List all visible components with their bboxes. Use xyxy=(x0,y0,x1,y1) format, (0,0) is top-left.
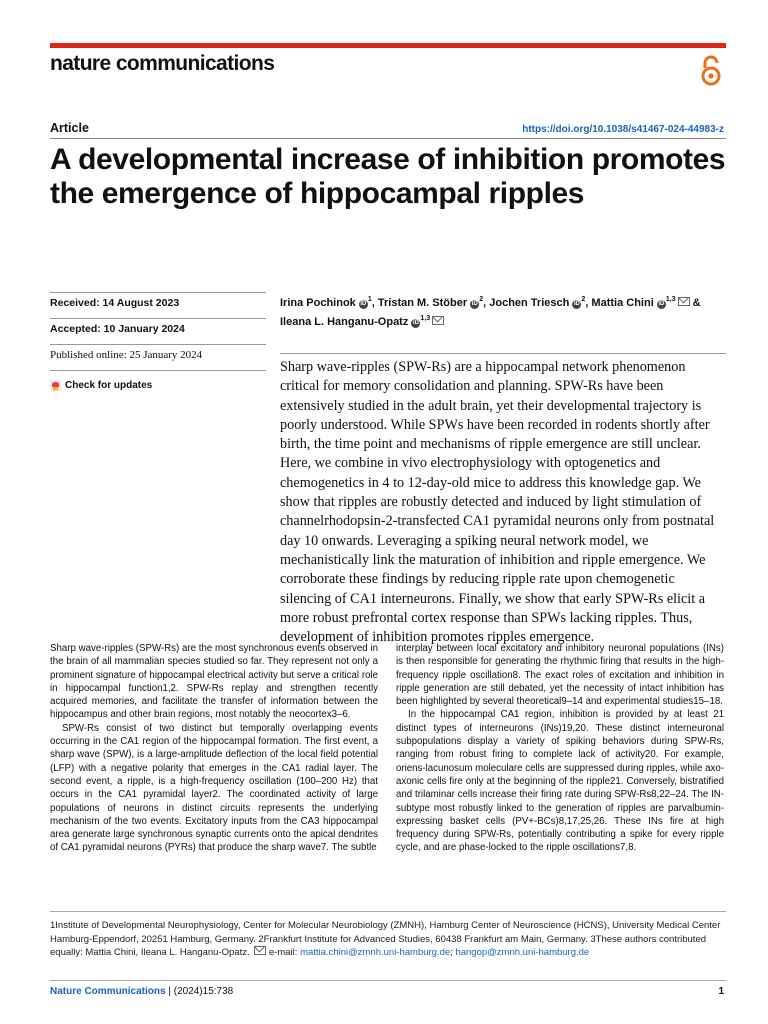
author-separator: & xyxy=(689,297,701,309)
body-paragraph: Sharp wave-ripples (SPW-Rs) are the most synchronous events observed in the brain of all mammalian species studied so far. They represent not only a prominent signature of hippocampal electrical activity but serve a critical role in hippocampal function1,2. SPW-Rs replay and strengthen recently acquired memories, and facilitate the transfer of information between the hippocampus and other brain regions, most notably the neocortex3–6. xyxy=(50,643,378,721)
article-title: A developmental increase of inhibition promotes the emergence of hippocampal ripples xyxy=(50,143,726,210)
orcid-icon[interactable]: iD xyxy=(360,301,367,307)
author-affiliation: 1,3 xyxy=(420,315,431,322)
author-affiliation: 2 xyxy=(479,296,484,303)
published-date: Published online: 25 January 2024 xyxy=(50,344,266,370)
author-list xyxy=(280,292,726,330)
abstract: Sharp wave-ripples (SPW-Rs) are a hippocampal network phenomenon critical for memory consolidation and planning. SPW-Rs have been extensively studied in the adult brain, yet their developmental trajectory is poorly understood. While SPWs have been recorded in rodents shortly after birth, the time point and mechanisms of ripple emergence are still unclear. Here, we combine in vivo electrophysiology with optogenetics and chemogenetics in 4 to 12-day-old mice to address this knowledge gap. We show that ripples are robustly detected and induced by light stimulation of channelrhodopsin-2-transfected CA1 pyramidal neurons only from postnatal day 10 onwards. Leveraging a spiking neural network model, we mechanistically link the maturation of inhibition and ripple emergence. We corroborate these findings by reducing ripple rate upon chemogenetic silencing of CA1 interneurons. Finally, we show that early SPW-Rs elicit a more robust prefrontal cortex response than SPWs lacking ripples. Thus, development of inhibition promotes ripples emergence. xyxy=(280,353,726,647)
body-paragraph: In the hippocampal CA1 region, inhibition is provided by at least 21 distinct types of interneurons (INs)19,20. These distinct interneuronal subpopulations display a variety of spiking behaviors during SPW-Rs, ranging from robust firing to complete lack of activity20. For example, oriens-lacunosum moleculare cells are suppressed during ripples, while axo-axonic cells fire only at the beginning of the ripple21. Conversely, bistratified and trilaminar cells increase their firing rate during SPW-Rs8,22–24. The IN-subtype most robustly linked to the generation of ripples are parvalbumin-expressing basket cells (PV+-BCs)8,17,25,26. These INs fire at high frequency during SPW-Rs, potentially contributing a spike for every ripple cycle, and are phase-locked to the ripple oscillations7,8. xyxy=(396,709,724,854)
header-divider xyxy=(50,138,726,139)
doi-link[interactable]: https://doi.org/10.1038/s41467-024-44983-z xyxy=(522,124,724,135)
email-link[interactable]: hangop@zmnh.uni-hamburg.de xyxy=(455,947,590,958)
footer-citation: | (2024)15:738 xyxy=(168,986,234,997)
affiliation-footnote: 1Institute of Developmental Neurophysiology, Center for Molecular Neurobiology (ZMNH), Hamburg Center of Neuroscience (HCNS), University Medical Center Hamburg-Eppendorf, 20251 Hamburg, Germany. 2Frankfurt Institute for Advanced Studies, 60438 Frankfurt am Main, Germany. 3These authors contributed equally: Mattia Chini, Ileana L. Hanganu-Opatz. e-mail: mattia.chini@zmnh.uni-hamburg.de; hangop@zmnh.uni-hamburg.de xyxy=(50,920,721,958)
page-number: 1 xyxy=(718,986,724,997)
orcid-icon[interactable]: iD xyxy=(412,320,419,326)
email-link[interactable]: mattia.chini@zmnh.uni-hamburg.de xyxy=(300,947,451,958)
author-separator: , xyxy=(585,297,592,309)
top-accent-bar xyxy=(50,43,726,48)
body-column-right xyxy=(396,642,724,855)
email-label: e-mail: xyxy=(268,947,298,958)
email-icon[interactable] xyxy=(432,316,444,325)
author-name[interactable]: Tristan M. Stöber xyxy=(377,297,468,309)
check-updates-label: Check for updates xyxy=(65,380,153,391)
email-icon[interactable] xyxy=(678,297,690,306)
author-name[interactable]: Mattia Chini xyxy=(591,297,654,309)
open-access-icon xyxy=(700,55,722,87)
orcid-icon[interactable]: iD xyxy=(573,301,580,307)
check-updates-icon xyxy=(50,380,61,391)
received-date: Received: 14 August 2023 xyxy=(50,292,266,318)
page-footer xyxy=(50,986,233,997)
email-icon xyxy=(254,946,266,955)
accepted-date: Accepted: 10 January 2024 xyxy=(50,318,266,344)
article-meta xyxy=(50,292,266,396)
body-column-left xyxy=(50,642,378,855)
body-paragraph: SPW-Rs consist of two distinct but temporally overlapping events occurring in the CA1 region of the hippocampal formation. The first event, a sharp wave (SPW), is a large-amplitude deflection of the local field potential (LFP) with a negative polarity that emerges in the CA1 radial layer. The second event, a ripple, is a high-frequency oscillation (100–200 Hz) that occurs in the CA1 pyramidal layer2. The coordinated activity of large populations of neurons in distinct circuits represents the underlying mechanism of the two events. Excitatory inputs from the CA3 hippocampal area generate large synchronous synaptic currents onto the apical dendrites of CA1 pyramidal neurons (PYRs) that produce the sharp wave7. The subtle xyxy=(50,722,378,854)
footnote-divider xyxy=(50,911,726,912)
journal-name[interactable]: nature communications xyxy=(50,52,275,75)
check-updates-button[interactable] xyxy=(50,370,266,396)
body-paragraph: interplay between local excitatory and inhibitory neuronal populations (INs) is then responsible for generating the rhythmic firing that results in the high-frequency ripple oscillation8. The exact roles of excitation and inhibition in ripple generation are still debated, yet the necessity of intact inhibition has been highlighted by several theoretical9–14 and experimental studies15–18. xyxy=(396,643,724,708)
author-affiliation: 1 xyxy=(367,296,372,303)
orcid-icon[interactable]: iD xyxy=(471,301,478,307)
orcid-icon[interactable]: iD xyxy=(658,301,665,307)
footer-journal[interactable]: Nature Communications xyxy=(50,986,166,997)
footer-divider xyxy=(50,980,726,981)
author-name[interactable]: Ileana L. Hanganu-Opatz xyxy=(280,316,409,328)
footnote-text: 1Institute of Developmental Neurophysiology, Center for Molecular Neurobiology (ZMNH), Hamburg Center of Neuroscience (HCNS), University Medical Center Hamburg-Eppendorf, 20251 Hamburg, Germany. 2Frankfurt Institute for Advanced Studies, 60438 Frankfurt am Main, Germany. 3These authors contributed equally: Mattia Chini, Ileana L. Hanganu-Opatz. xyxy=(50,920,721,958)
article-type: Article xyxy=(50,121,89,135)
author-affiliation: 2 xyxy=(581,296,586,303)
author-name[interactable]: Jochen Triesch xyxy=(489,297,570,309)
author-separator: , xyxy=(483,297,490,309)
author-name[interactable]: Irina Pochinok xyxy=(280,297,356,309)
author-affiliation: 1,3 xyxy=(665,296,676,303)
author-separator: , xyxy=(371,297,378,309)
